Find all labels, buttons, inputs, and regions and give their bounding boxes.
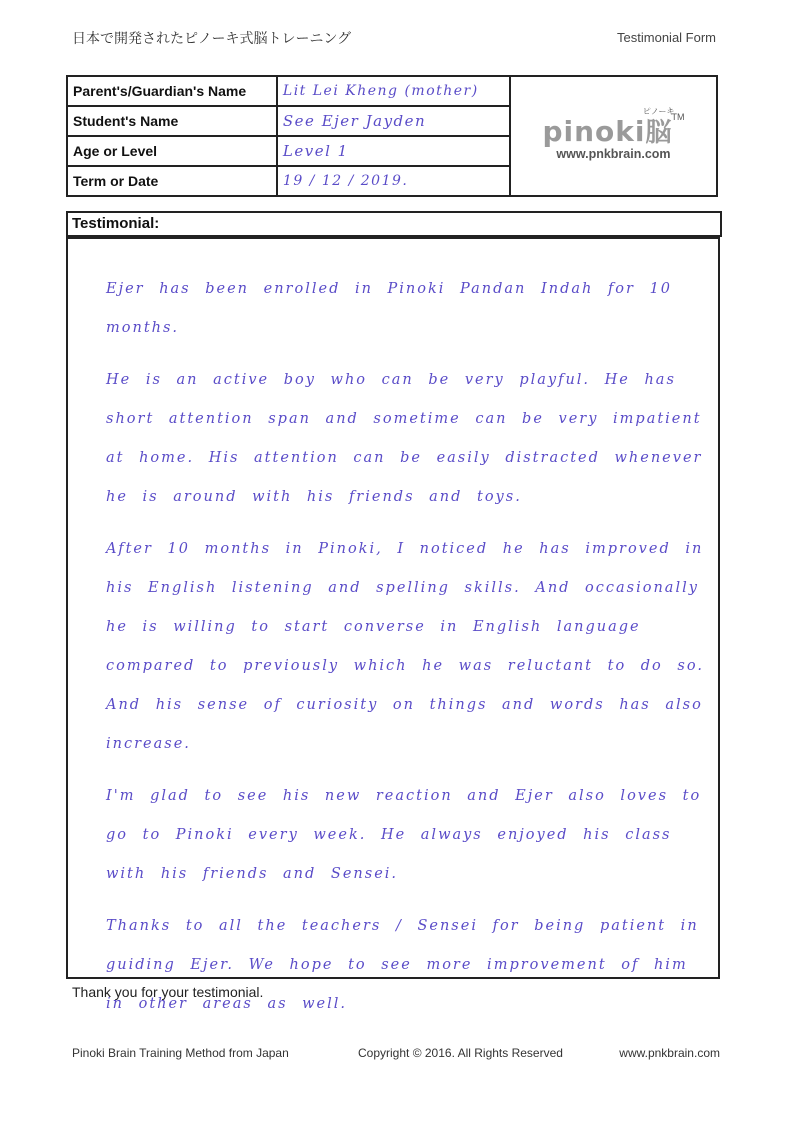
testimonial-paragraph: Thanks to all the teachers / Sensei for being patient in guiding Ejer. We hope to see more improvement of him in other areas as well.	[106, 918, 699, 1012]
logo-ruby: ピノーキ	[642, 106, 675, 116]
info-table	[66, 75, 718, 197]
footer-url: www.pnkbrain.com	[619, 1046, 720, 1060]
logo-kanji: 脳	[645, 117, 672, 148]
testimonial-paragraph: Ejer has been enrolled in Pinoki Pandan Indah for 10 months.	[106, 281, 673, 336]
testimonial-paragraph: I'm glad to see his new reaction and Ejer also loves to go to Pinoki every week. He always enjoyed his class with his friends and Sensei.	[106, 788, 702, 882]
logo-trademark: TM	[671, 111, 685, 122]
age-level-value[interactable]: Level 1	[277, 136, 510, 166]
logo-url: www.pnkbrain.com	[556, 146, 671, 161]
age-level-label: Age or Level	[67, 136, 277, 166]
testimonial-paragraph: He is an active boy who can be very playful. He has short attention span and sometime can be very impatient at home. His attention can be easily distracted whenever he is around with his friends and toys.	[106, 372, 703, 505]
info-row-parent	[67, 76, 717, 106]
student-name-value[interactable]: See Ejer Jayden	[277, 106, 510, 136]
parent-name-value[interactable]: Lit Lei Kheng (mother)	[277, 76, 510, 106]
testimonial-paragraph: After 10 months in Pinoki, I noticed he has improved in his English listening and spelling skills. And occasionally he is willing to start converse in English language compared to previously which he was reluctant to do so. And his sense of curiosity on things and words has also increase.	[106, 541, 704, 752]
term-date-label: Term or Date	[67, 166, 277, 196]
student-name-label: Student's Name	[67, 106, 277, 136]
form-name: Testimonial Form	[617, 30, 716, 45]
parent-name-label: Parent's/Guardian's Name	[67, 76, 277, 106]
pinoki-logo	[510, 76, 717, 196]
term-date-value[interactable]: 19 / 12 / 2019.	[277, 166, 510, 196]
logo-word: pinoki	[542, 114, 646, 148]
footer-method: Pinoki Brain Training Method from Japan	[72, 1046, 289, 1060]
thank-you-note: Thank you for your testimonial.	[72, 984, 264, 1000]
testimonial-heading: Testimonial:	[66, 211, 722, 237]
testimonial-text	[106, 270, 706, 1037]
header-japanese-title: 日本で開発されたピノーキ式脳トレーニング	[72, 31, 352, 47]
footer-copyright: Copyright © 2016. All Rights Reserved	[358, 1046, 563, 1060]
